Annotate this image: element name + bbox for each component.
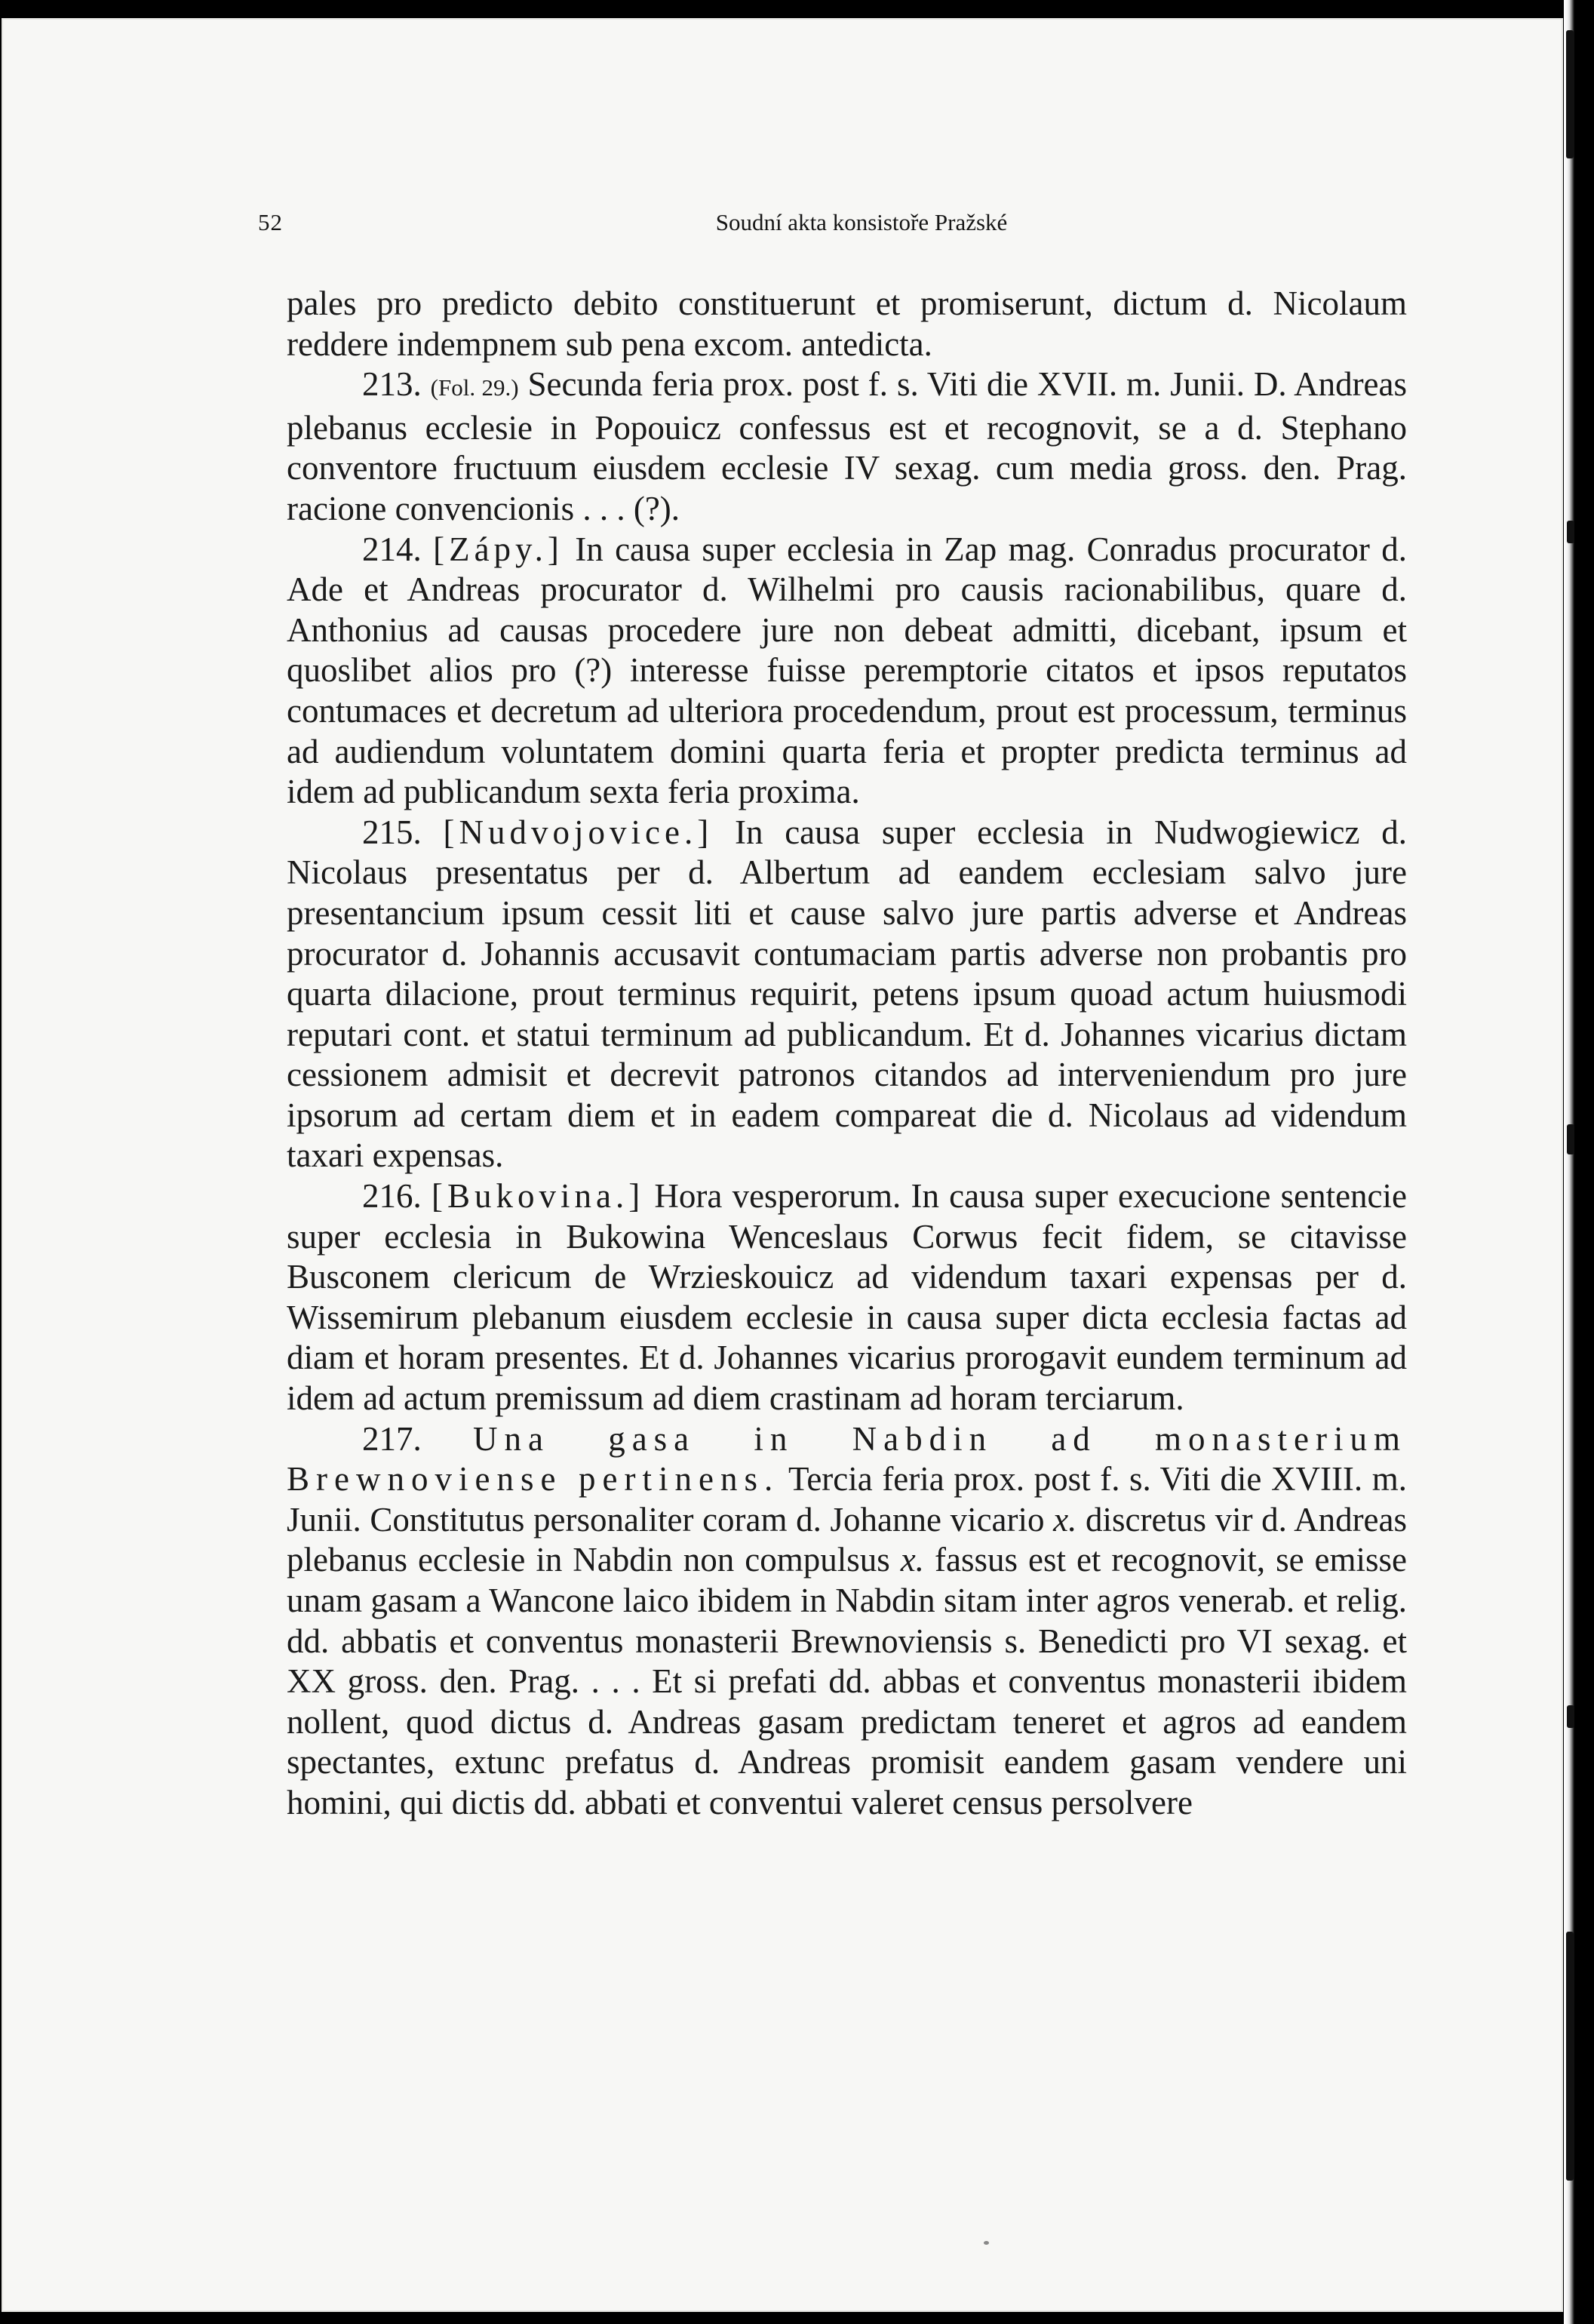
abbreviation-x: x.: [900, 1541, 924, 1579]
place-name: [Nudvojovice.]: [443, 813, 714, 851]
entry-text: discretus vir d. Andreas plebanus ecclesie in Nabdin non compulsus: [287, 1500, 1408, 1579]
abbreviation-x: x.: [1053, 1500, 1077, 1539]
entry-heading: Una gasa in Nabdin ad monasterium Brewnoviense pertinens.: [287, 1419, 1407, 1499]
entry-text: In causa super ecclesia in Zap mag. Conradus procurator d. Ade et Andreas procurator d. Wilhelmi pro causis racionabilibus, quare d. Anthonius ad causas procedere jure non debeat admitti, dicebant, ipsum et quoslibet alios pro (?) interesse fuisse peremptorie citatos et ipsos reputatos contumaces et decretum ad ulteriora procedendum, prout est processum, terminus ad audiendum voluntatem domini quarta feria et propter predicta terminus ad idem ad publicandum sexta feria proxima.: [287, 530, 1408, 811]
page-header: [258, 209, 1465, 247]
entry-216: [287, 1176, 1407, 1419]
entry-text: In causa super ecclesia in Nudwogiewicz d. Nicolaus presentatus per d. Albertum ad eandem ecclesiam salvo jure presentancium ipsum cessit liti et cause salvo jure partis adverse et Andreas procurator d. Johannis accusavit contumaciam partis adverse non probantis pro quarta dilacione, prout terminus requirit, petens ipsum quoad actum huiusmodi reputari cont. et statui terminum ad publicandum. Et d. Johannes vicarius dictam cessionem admisit et decrevit patronos citandos ad interveniendum pro jure ipsorum ad certam diem et in eadem compareat die d. Nicolaus ad videndum taxari expensas.: [287, 813, 1407, 1175]
scanned-page: [2, 18, 1563, 2312]
entry-number: 214.: [362, 530, 422, 568]
edge-mark: [1567, 521, 1574, 543]
entry-text: Hora vesperorum. In causa super execucione sentencie super ecclesia in Bukowina Wenceslaus Corwus fecit fidem, se citavisse Busconem clericum de Wrzieskouicz ad videndum taxari expensas per d. Wissemirum plebanum eiusdem ecclesie in causa super dicta ecclesia factas ad diam et horam presentes. Et d. Johannes vicarius prorogavit eundem terminum ad idem ad actum premissum ad diem crastinam ad horam terciarum.: [287, 1177, 1407, 1418]
place-name: [Bukovina.]: [431, 1177, 645, 1216]
entry-number: 216.: [362, 1177, 422, 1216]
entry-213: [287, 364, 1407, 529]
paper-speck: [984, 2241, 989, 2245]
entry-number: 217.: [362, 1419, 422, 1458]
entry-number: 215.: [362, 813, 422, 851]
paragraph-continuation: pales pro predicto debito constituerunt et promiserunt, dictum d. Nicolaum reddere indempnem sub pena excom. antedicta.: [287, 284, 1407, 363]
page-number: 52: [258, 209, 283, 235]
place-name: [Zápy.]: [433, 530, 564, 568]
body-text: [287, 284, 1407, 1824]
entry-text: Secunda feria prox. post f. s. Viti die XVII. m. Junii. D. Andreas plebanus ecclesie in Popouicz confessus est et recognovit, se a d. Stephano conventore fructuum eiusdem ecclesie IV sexag. cum media gross. den. Prag. racione convencionis . . . (?).: [287, 365, 1408, 527]
entry-text: fassus est et recognovit, se emisse unam gasam a Wancone laico ibidem in Nabdin sitam inter agros venerab. et relig. dd. abbatis et conventus monasterii Brewnoviensis s. Benedicti pro VI sexag. et XX gross. den. Prag. . . . Et si prefati dd. abbas et conventus monasterii ibidem nollent, quod dictus d. Andreas gasam predictam teneret et agros ad eandem spectantes, extunc prefatus d. Andreas promisit eandem gasam vendere uni homini, qui dictis dd. abbati et conventui valeret census persolvere: [287, 1541, 1408, 1821]
folio-reference: (Fol. 29.): [430, 374, 519, 401]
entry-217: [287, 1419, 1407, 1824]
edge-mark: [1566, 30, 1574, 158]
edge-mark: [1566, 1932, 1574, 2181]
entry-text: Tercia feria prox. post f. s. Viti die XVIII. m. Junii. Constitutus personaliter coram d. Johanne vicario: [287, 1460, 1408, 1539]
entry-215: [287, 813, 1407, 1176]
entry-number: 213.: [362, 365, 422, 404]
running-title: Soudní akta konsistoře Pražské: [715, 209, 1008, 235]
entry-214: [287, 530, 1407, 813]
edge-mark: [1567, 1124, 1574, 1154]
edge-mark: [1567, 1705, 1574, 1728]
